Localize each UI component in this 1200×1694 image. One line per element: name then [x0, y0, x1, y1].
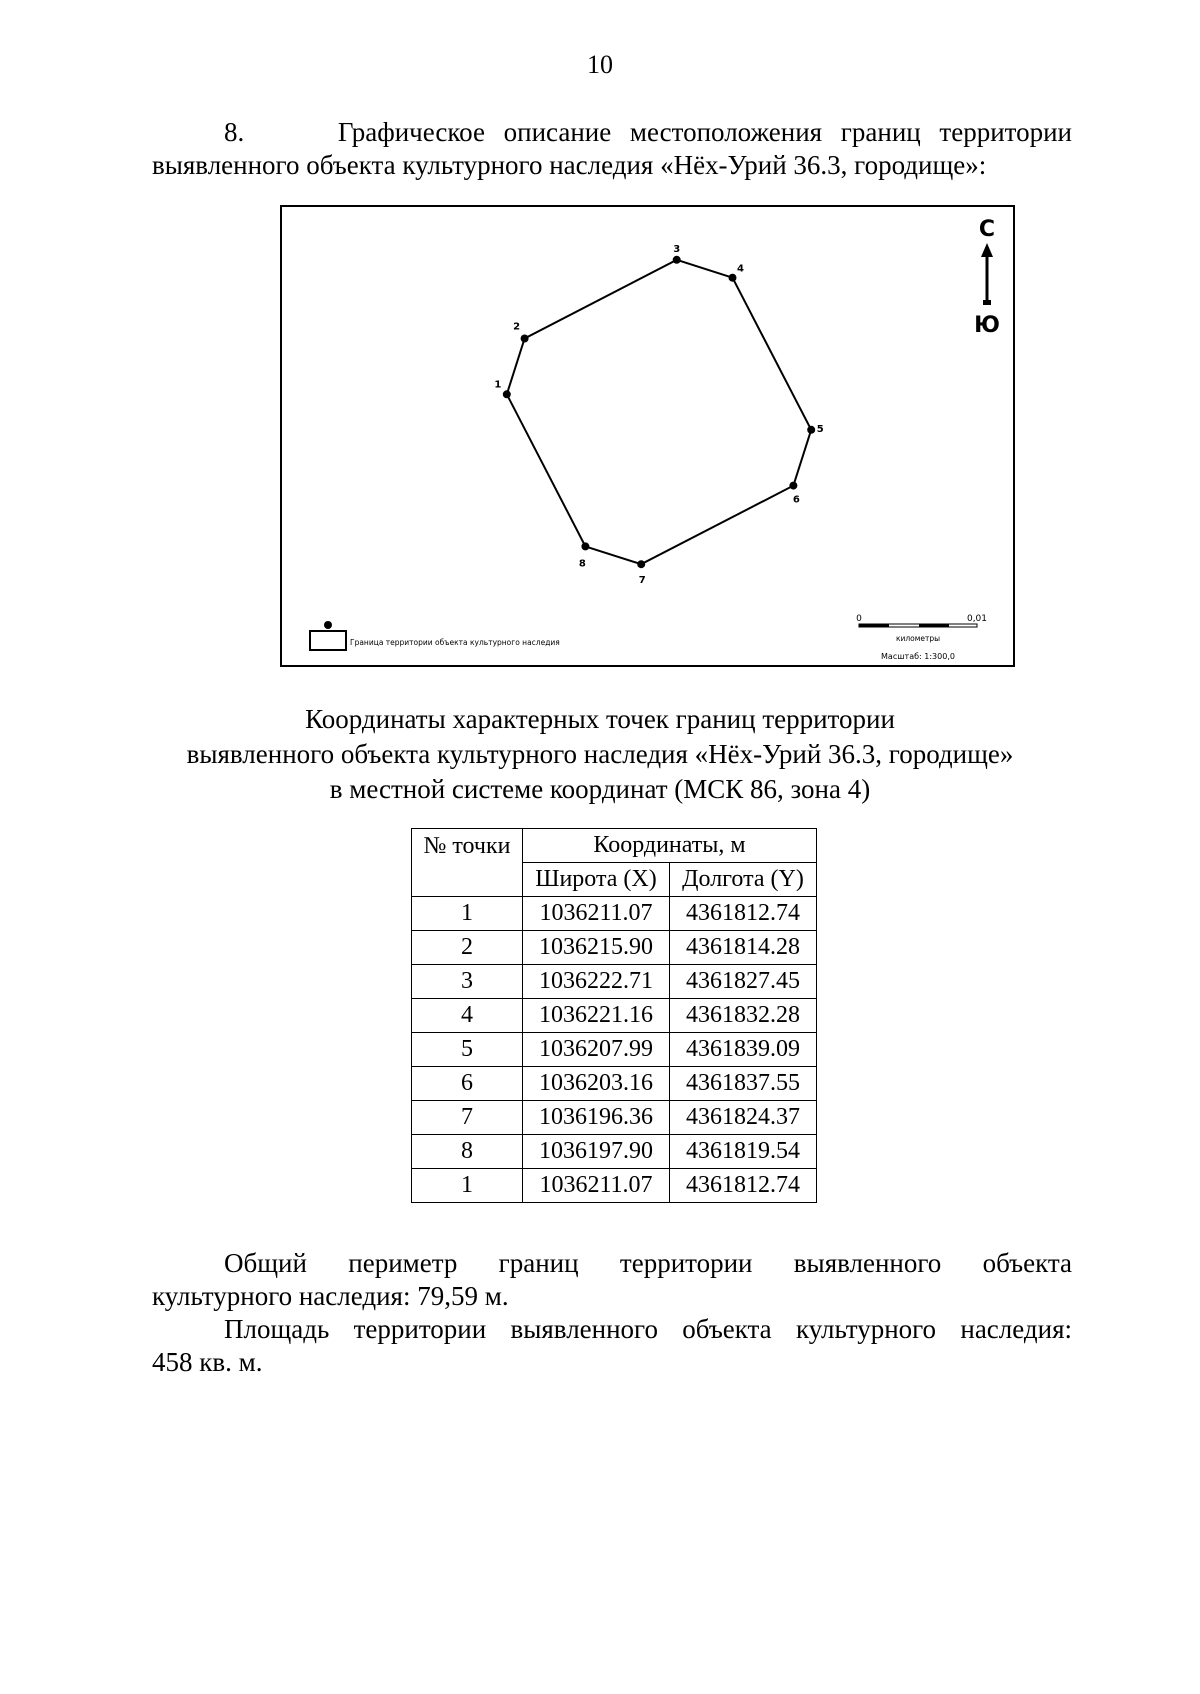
table-caption-line3: в местной системе координат (МСК 86, зона 4): [329, 774, 871, 804]
boundary-point-label: 4: [737, 263, 744, 275]
boundary-point-marker: [581, 542, 589, 550]
cell-latitude: 1036196.36: [523, 1101, 670, 1135]
boundary-point-label: 7: [638, 575, 646, 587]
page-number: 10: [587, 50, 613, 79]
cell-point-number: 7: [412, 1101, 523, 1135]
cell-point-number: 1: [412, 1169, 523, 1203]
section-number: 8.: [224, 117, 245, 147]
boundary-point-marker: [789, 482, 797, 490]
header-longitude: Долгота (Y): [670, 863, 817, 897]
scale-bar: [856, 614, 987, 661]
cell-point-number: 6: [412, 1067, 523, 1101]
boundary-point-label: 2: [513, 321, 521, 333]
cell-longitude: 4361824.37: [670, 1101, 817, 1135]
table-row: [412, 1033, 817, 1067]
boundary-point-marker: [729, 274, 737, 282]
scale-bar-segment: [919, 624, 949, 627]
table-caption-line1: Координаты характерных точек границ территории: [305, 704, 895, 734]
perimeter-line2: культурного наследия: 79,59 м.: [152, 1281, 509, 1311]
cell-longitude: 4361837.55: [670, 1067, 817, 1101]
scale-right-label: 0,01: [966, 614, 988, 624]
north-arrow-tail: [983, 300, 991, 305]
legend-text: Граница территории объекта культурного наследия: [350, 638, 560, 647]
cell-latitude: 1036221.16: [523, 999, 670, 1033]
section-heading: [152, 115, 1072, 150]
map-legend: [310, 621, 560, 650]
boundary-point-marker: [637, 560, 645, 568]
cell-point-number: 8: [412, 1135, 523, 1169]
legend-boundary-symbol: [310, 631, 346, 650]
table-row: [412, 897, 817, 931]
cell-latitude: 1036215.90: [523, 931, 670, 965]
perimeter-line1: Общий периметр границ территории выявленного объекта: [224, 1248, 1072, 1278]
cell-point-number: 4: [412, 999, 523, 1033]
cell-longitude: 4361812.74: [670, 897, 817, 931]
header-coordinates: Координаты, м: [523, 829, 817, 863]
cell-point-number: 5: [412, 1033, 523, 1067]
cell-longitude: 4361839.09: [670, 1033, 817, 1067]
cell-latitude: 1036211.07: [523, 1169, 670, 1203]
table-row: [412, 965, 817, 999]
table-caption-line2: выявленного объекта культурного наследия «Нёх-Урий 36.3, городище»: [186, 739, 1014, 769]
legend-point-symbol: [324, 621, 332, 629]
boundary-point-marker: [503, 390, 511, 398]
header-latitude: Широта (X): [523, 863, 670, 897]
cell-latitude: 1036207.99: [523, 1033, 670, 1067]
cell-longitude: 4361814.28: [670, 931, 817, 965]
coordinates-table-body: [412, 897, 817, 1203]
scale-left-label: 0: [856, 614, 862, 624]
boundary-point-label: 6: [792, 494, 800, 506]
cell-point-number: 1: [412, 897, 523, 931]
cell-latitude: 1036211.07: [523, 897, 670, 931]
cell-latitude: 1036203.16: [523, 1067, 670, 1101]
cell-longitude: 4361812.74: [670, 1169, 817, 1203]
north-label: С: [978, 217, 996, 242]
table-row: [412, 1067, 817, 1101]
scale-text: Масштаб: 1:300,0: [881, 652, 955, 661]
cell-point-number: 2: [412, 931, 523, 965]
cell-latitude: 1036197.90: [523, 1135, 670, 1169]
table-row: [412, 1169, 817, 1203]
table-row: [412, 1135, 817, 1169]
north-arrow: [974, 217, 1000, 338]
coordinates-table: [411, 828, 817, 1203]
boundary-point-label: 5: [816, 423, 824, 435]
section-title-line1: Графическое описание местоположения границ территории: [337, 117, 1072, 147]
boundary-polygon: [507, 260, 811, 564]
table-row: [412, 931, 817, 965]
boundary-point-label: 8: [578, 558, 586, 570]
area-line2: 458 кв. м.: [152, 1347, 263, 1377]
boundary-map: [280, 205, 1015, 667]
cell-longitude: 4361832.28: [670, 999, 817, 1033]
cell-longitude: 4361827.45: [670, 965, 817, 999]
boundary-points: [494, 244, 823, 586]
scale-bar-segment: [859, 624, 889, 627]
south-label: Ю: [974, 313, 1000, 338]
header-point-number: № точки: [412, 829, 523, 897]
boundary-point-marker: [521, 335, 529, 343]
cell-point-number: 3: [412, 965, 523, 999]
boundary-point-label: 1: [494, 379, 502, 391]
boundary-map-drawing: [282, 207, 1013, 665]
boundary-point-marker: [807, 426, 815, 434]
boundary-point-label: 3: [673, 243, 681, 255]
table-row: [412, 999, 817, 1033]
area-line1: Площадь территории выявленного объекта культурного наследия:: [224, 1314, 1072, 1344]
section-title-line2: выявленного объекта культурного наследия «Нёх-Урий 36.3, городище»:: [152, 150, 987, 180]
scale-unit: километры: [895, 634, 941, 643]
cell-longitude: 4361819.54: [670, 1135, 817, 1169]
cell-latitude: 1036222.71: [523, 965, 670, 999]
north-arrow-head: [981, 243, 993, 257]
table-row: [412, 1101, 817, 1135]
boundary-point-marker: [673, 256, 681, 264]
